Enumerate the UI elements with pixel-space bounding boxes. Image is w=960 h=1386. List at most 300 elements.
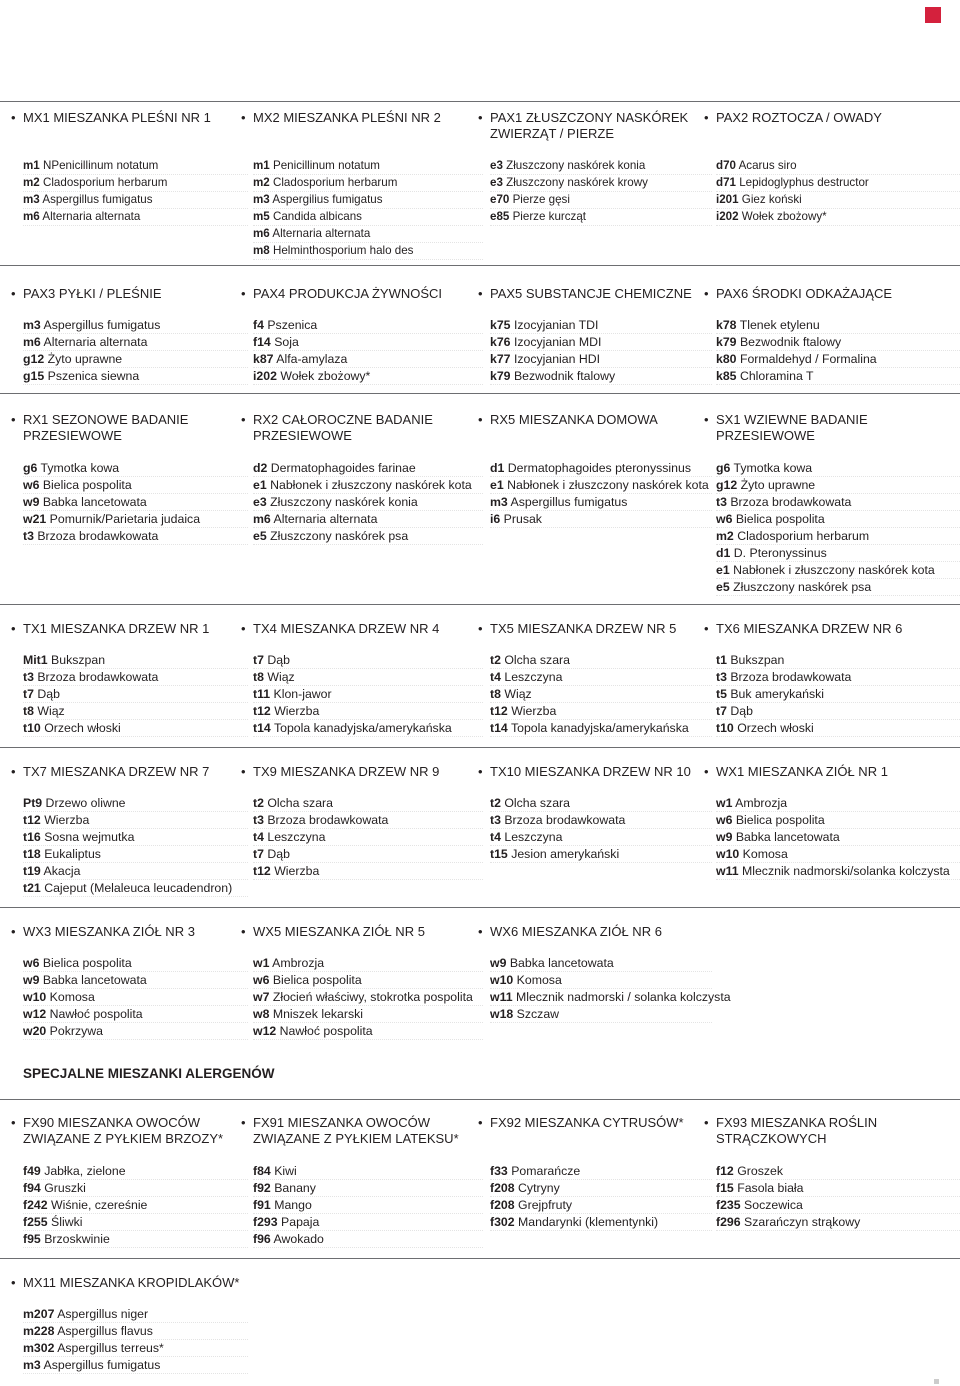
allergen-panel: [11, 621, 248, 735]
allergen-panel: [11, 924, 248, 1038]
allergen-code: m228: [23, 1324, 55, 1338]
allergen-code: e3: [490, 176, 503, 189]
allergen-panel: [11, 286, 248, 383]
panel-title: PAX6 ŚRODKI ODKAŻAJĄCE: [716, 286, 893, 301]
allergen-code: w1: [253, 956, 270, 970]
allergen-item: [253, 1214, 483, 1231]
allergen-code: m6: [23, 210, 40, 223]
allergen-name: Dąb: [33, 687, 60, 701]
panel-header: [478, 764, 712, 780]
panel-title: TX7 MIESZANKA DRZEW NR 7: [23, 764, 210, 779]
allergen-code: w12: [253, 1024, 277, 1038]
allergen-panel: [11, 764, 248, 895]
allergen-code: t10: [716, 721, 734, 735]
panel-header: [704, 764, 960, 780]
allergen-name: Alternaria alternata: [269, 227, 371, 240]
allergen-item: [253, 1006, 483, 1023]
allergen-name: Olcha szara: [500, 796, 570, 810]
allergen-item: [716, 1180, 960, 1197]
allergen-item: [490, 209, 712, 226]
allergen-item: [23, 1180, 248, 1197]
allergen-item: [716, 545, 960, 562]
allergen-code: w6: [23, 956, 40, 970]
allergen-name: Acarus siro: [735, 159, 797, 172]
allergen-item: [490, 846, 712, 863]
allergen-code: f242: [23, 1198, 48, 1212]
allergen-code: t3: [253, 813, 264, 827]
allergen-name: Brzoza brodawkowata: [500, 813, 626, 827]
allergen-panel: [478, 764, 712, 861]
allergen-code: d2: [253, 461, 268, 475]
bullet-icon: •: [241, 110, 246, 125]
allergen-name: Leszczyna: [500, 830, 563, 844]
allergen-name: Mango: [270, 1198, 312, 1212]
panel-header: [11, 110, 248, 126]
allergen-code: t3: [23, 670, 34, 684]
allergen-name: Formaldehyd / Formalina: [736, 352, 877, 366]
allergen-name: Jabłka, zielone: [40, 1164, 126, 1178]
allergen-code: m2: [253, 176, 270, 189]
panel-title: TX6 MIESZANKA DRZEW NR 6: [716, 621, 903, 636]
allergen-name: Tlenek etylenu: [736, 318, 820, 332]
allergen-code: k76: [490, 335, 511, 349]
allergen-code: g12: [23, 352, 45, 366]
bullet-icon: •: [11, 1115, 16, 1130]
allergen-item: [23, 989, 248, 1006]
allergen-item: [716, 494, 960, 511]
allergen-panel: [704, 286, 960, 383]
allergen-name: Szczaw: [513, 1007, 560, 1021]
allergen-panel: [704, 621, 960, 735]
panel-title: PAX5 SUBSTANCJE CHEMICZNE: [490, 286, 692, 301]
allergen-code: Mit1: [23, 653, 48, 667]
allergen-code: d70: [716, 159, 736, 172]
allergen-code: t4: [490, 670, 501, 684]
allergen-code: w8: [253, 1007, 270, 1021]
allergen-name: Bielica pospolita: [732, 512, 825, 526]
allergen-item: [23, 1197, 248, 1214]
allergen-name: Aspergillus niger: [54, 1307, 149, 1321]
allergen-code: m3: [23, 193, 40, 206]
allergen-item: [253, 368, 483, 385]
section-rule: [0, 393, 960, 394]
allergen-name: Topola kanadyjska/amerykańska: [507, 721, 689, 735]
allergen-code: f255: [23, 1215, 48, 1229]
allergen-item: [716, 528, 960, 545]
allergen-name: D. Pteronyssinus: [730, 546, 827, 560]
allergen-name: Dermatophagoides pteronyssinus: [504, 461, 691, 475]
allergen-item: [716, 846, 960, 863]
allergen-item: [716, 317, 960, 334]
allergen-list: [23, 1163, 248, 1248]
allergen-panel: [478, 412, 712, 526]
allergen-item: [253, 226, 483, 243]
allergen-code: t8: [23, 704, 34, 718]
section-rule: [0, 101, 960, 102]
allergen-item: [23, 795, 248, 812]
allergen-name: Awokado: [270, 1232, 324, 1246]
allergen-item: [23, 511, 248, 528]
allergen-code: m8: [253, 244, 270, 257]
allergen-item: [490, 317, 712, 334]
allergen-name: Alternaria alternata: [270, 512, 378, 526]
allergen-name: Złocień właściwy, stokrotka pospolita: [269, 990, 473, 1004]
allergen-code: e5: [253, 529, 267, 543]
allergen-name: Komosa: [46, 990, 95, 1004]
panel-title: FX91 MIESZANKA OWOCÓW ZWIĄZANE Z PYŁKIEM LATEKSU*: [253, 1115, 459, 1146]
panel-title: WX6 MIESZANKA ZIÓŁ NR 6: [490, 924, 662, 939]
allergen-item: [253, 192, 483, 209]
allergen-code: g12: [716, 478, 738, 492]
panel-header: [478, 1115, 712, 1131]
allergen-name: Nabłonek i złuszczony naskórek kota: [503, 478, 709, 492]
allergen-code: w1: [716, 796, 733, 810]
bullet-icon: •: [241, 412, 246, 427]
allergen-item: [490, 334, 712, 351]
allergen-name: Cladosporium herbarum: [39, 176, 168, 189]
allergen-code: g6: [23, 461, 38, 475]
allergen-panel: [11, 1115, 248, 1246]
allergen-code: w21: [23, 512, 47, 526]
allergen-item: [23, 1231, 248, 1248]
allergen-item: [716, 192, 960, 209]
allergen-code: m3: [23, 318, 41, 332]
allergen-code: f91: [253, 1198, 271, 1212]
bullet-icon: •: [241, 1115, 246, 1130]
allergen-item: [253, 477, 483, 494]
allergen-name: Wiąz: [263, 670, 295, 684]
allergen-code: i201: [716, 193, 739, 206]
allergen-item: [490, 955, 712, 972]
allergen-list: [23, 955, 248, 1040]
allergen-name: Bielica pospolita: [39, 956, 132, 970]
allergen-code: w11: [716, 864, 739, 878]
allergen-name: Bukszpan: [726, 653, 785, 667]
allergen-name: Chloramina T: [736, 369, 814, 383]
panel-title: PAX1 ZŁUSZCZONY NASKÓREK ZWIERZĄT / PIERZE: [490, 110, 689, 141]
allergen-list: [490, 795, 712, 863]
allergen-name: Leszczyna: [500, 670, 563, 684]
allergen-item: [490, 192, 712, 209]
allergen-item: [253, 494, 483, 511]
allergen-item: [490, 720, 712, 737]
allergen-name: Eukaliptus: [40, 847, 101, 861]
allergen-name: Pomurnik/Parietaria judaica: [46, 512, 201, 526]
allergen-code: k87: [253, 352, 274, 366]
allergen-name: Alternaria alternata: [40, 335, 148, 349]
allergen-name: Brzoza brodawkowata: [33, 529, 159, 543]
allergen-code: w9: [716, 830, 733, 844]
allergen-panel: [704, 1115, 960, 1229]
allergen-name: Buk amerykański: [726, 687, 824, 701]
allergen-name: Papaja: [277, 1215, 320, 1229]
allergen-panel: [478, 924, 731, 1021]
panel-header: [241, 924, 483, 940]
allergen-item: [23, 669, 248, 686]
allergen-code: f208: [490, 1181, 515, 1195]
allergen-item: [23, 351, 248, 368]
allergen-name: Akacja: [40, 864, 81, 878]
allergen-name: Sosna wejmutka: [40, 830, 135, 844]
allergen-list: [716, 795, 960, 880]
allergen-item: [253, 989, 483, 1006]
bullet-icon: •: [704, 764, 709, 779]
allergen-code: t12: [253, 704, 271, 718]
allergen-name: Candida albicans: [269, 210, 362, 223]
allergen-item: [23, 863, 248, 880]
allergen-code: t2: [490, 653, 501, 667]
allergen-code: k80: [716, 352, 737, 366]
allergen-code: f293: [253, 1215, 278, 1229]
allergen-code: k75: [490, 318, 511, 332]
allergen-list: [23, 460, 248, 545]
allergen-list: [490, 460, 712, 528]
allergen-item: [23, 1357, 248, 1374]
allergen-list: [716, 1163, 960, 1231]
bullet-icon: •: [11, 110, 16, 125]
bullet-icon: •: [241, 621, 246, 636]
bullet-icon: •: [478, 924, 483, 939]
allergen-panel: [241, 1115, 483, 1246]
bullet-icon: •: [704, 286, 709, 301]
panel-header: [241, 286, 483, 302]
allergen-code: t14: [490, 721, 508, 735]
allergen-name: Bielica pospolita: [39, 478, 132, 492]
allergen-name: Klon-jawor: [270, 687, 332, 701]
allergen-code: t3: [716, 495, 727, 509]
allergen-code: g15: [23, 369, 45, 383]
allergen-code: t3: [23, 529, 34, 543]
allergen-code: w9: [23, 495, 40, 509]
panel-header: [478, 110, 712, 142]
allergen-name: Bielica pospolita: [269, 973, 362, 987]
allergen-list: [23, 1306, 248, 1374]
bullet-icon: •: [704, 412, 709, 427]
allergen-name: Dąb: [263, 653, 290, 667]
panel-title: FX92 MIESZANKA CYTRUSÓW*: [490, 1115, 684, 1130]
allergen-item: [253, 652, 483, 669]
allergen-item: [490, 795, 712, 812]
allergen-code: t14: [253, 721, 271, 735]
allergen-item: [23, 494, 248, 511]
allergen-name: Brzoskwinie: [40, 1232, 110, 1246]
allergen-code: w9: [490, 956, 507, 970]
allergen-name: Mniszek lekarski: [269, 1007, 364, 1021]
allergen-code: t19: [23, 864, 41, 878]
panel-title: RX5 MIESZANKA DOMOWA: [490, 412, 658, 427]
allergen-item: [253, 720, 483, 737]
allergen-list: [716, 158, 960, 226]
allergen-item: [23, 812, 248, 829]
allergen-name: Wiąz: [500, 687, 532, 701]
allergen-code: Pt9: [23, 796, 43, 810]
panel-header: [478, 621, 712, 637]
allergen-item: [253, 812, 483, 829]
allergen-list: [23, 158, 248, 226]
allergen-name: Olcha szara: [500, 653, 570, 667]
allergen-code: k77: [490, 352, 511, 366]
allergen-code: m3: [253, 193, 270, 206]
allergen-item: [253, 846, 483, 863]
allergen-item: [490, 477, 712, 494]
allergen-item: [490, 351, 712, 368]
allergen-name: Aspergillus terreus*: [54, 1341, 164, 1355]
bullet-icon: •: [478, 412, 483, 427]
allergen-name: NPenicillinum notatum: [39, 159, 159, 172]
section-rule: [0, 747, 960, 748]
bullet-icon: •: [478, 286, 483, 301]
allergen-code: f33: [490, 1164, 508, 1178]
allergen-name: Komosa: [513, 973, 562, 987]
allergen-code: m207: [23, 1307, 55, 1321]
allergen-list: [490, 955, 731, 1023]
panel-header: [704, 110, 960, 126]
allergen-code: t4: [490, 830, 501, 844]
allergen-item: [716, 1163, 960, 1180]
allergen-item: [23, 158, 248, 175]
allergen-code: w12: [23, 1007, 47, 1021]
allergen-item: [23, 846, 248, 863]
allergen-panel: [478, 110, 712, 223]
panel-title: RX1 SEZONOWE BADANIE PRZESIEWOWE: [23, 412, 189, 443]
allergen-name: Dąb: [726, 704, 753, 718]
allergen-code: t21: [23, 881, 41, 895]
allergen-item: [253, 1231, 483, 1248]
bullet-icon: •: [11, 412, 16, 427]
allergen-code: d1: [490, 461, 505, 475]
allergen-item: [23, 477, 248, 494]
allergen-item: [490, 812, 712, 829]
panel-title: WX1 MIESZANKA ZIÓŁ NR 1: [716, 764, 888, 779]
panel-title: PAX3 PYŁKI / PLEŚNIE: [23, 286, 162, 301]
allergen-code: f95: [23, 1232, 41, 1246]
allergen-name: Babka lancetowata: [39, 973, 147, 987]
allergen-item: [490, 1197, 712, 1214]
panel-header: [704, 286, 960, 302]
allergen-name: Prusak: [500, 512, 542, 526]
allergen-code: t8: [253, 670, 264, 684]
panel-header: [478, 286, 712, 302]
allergen-item: [23, 829, 248, 846]
panel-header: [241, 412, 483, 444]
allergen-item: [253, 209, 483, 226]
allergen-item: [23, 1323, 248, 1340]
bullet-icon: •: [478, 764, 483, 779]
allergen-name: Soczewica: [740, 1198, 803, 1212]
allergen-panel: [241, 412, 483, 543]
panel-title: TX10 MIESZANKA DRZEW NR 10: [490, 764, 691, 779]
allergen-item: [253, 511, 483, 528]
allergen-item: [253, 1180, 483, 1197]
allergen-code: t12: [23, 813, 41, 827]
allergen-panel: [11, 412, 248, 543]
allergen-name: Pszenica: [263, 318, 318, 332]
allergen-name: Wiśnie, czereśnie: [47, 1198, 148, 1212]
allergen-name: Wierzba: [270, 704, 320, 718]
allergen-name: Giez koński: [738, 193, 802, 206]
allergen-list: [253, 158, 483, 260]
allergen-code: m6: [23, 335, 41, 349]
allergen-code: m2: [23, 176, 40, 189]
allergen-item: [490, 703, 712, 720]
allergen-code: f235: [716, 1198, 741, 1212]
allergen-code: w11: [490, 990, 513, 1004]
panel-title: MX2 MIESZANKA PLEŚNI NR 2: [253, 110, 441, 125]
allergen-panel: [704, 110, 960, 223]
allergen-name: Nawłoć pospolita: [276, 1024, 373, 1038]
allergen-name: Alternaria alternata: [39, 210, 141, 223]
allergen-name: Topola kanadyjska/amerykańska: [270, 721, 452, 735]
allergen-name: Cajeput (Melaleuca leucadendron): [40, 881, 233, 895]
allergen-item: [23, 652, 248, 669]
allergen-item: [490, 1163, 712, 1180]
allergen-code: e70: [490, 193, 510, 206]
allergen-item: [23, 1006, 248, 1023]
corner-accent-mark: [925, 7, 941, 23]
bullet-icon: •: [11, 1275, 16, 1290]
panel-header: [241, 621, 483, 637]
allergen-item: [490, 989, 731, 1006]
panel-header: [11, 412, 248, 444]
allergen-code: t15: [490, 847, 508, 861]
section-rule: [0, 1099, 960, 1100]
panel-title: MX1 MIESZANKA PLEŚNI NR 1: [23, 110, 211, 125]
allergen-code: t3: [716, 670, 727, 684]
allergen-item: [23, 1163, 248, 1180]
allergen-name: Wierzba: [270, 864, 320, 878]
panel-title: RX2 CAŁOROCZNE BADANIE PRZESIEWOWE: [253, 412, 433, 443]
allergen-item: [716, 1197, 960, 1214]
panel-header: [704, 412, 960, 444]
allergen-code: t11: [253, 687, 271, 701]
allergen-code: f208: [490, 1198, 515, 1212]
allergen-item: [23, 1214, 248, 1231]
bullet-icon: •: [704, 110, 709, 125]
allergen-item: [490, 158, 712, 175]
allergen-code: w6: [716, 512, 733, 526]
allergen-item: [253, 158, 483, 175]
allergen-code: m3: [490, 495, 508, 509]
allergen-item: [716, 652, 960, 669]
allergen-item: [23, 955, 248, 972]
allergen-name: Aspergillus flavus: [54, 1324, 153, 1338]
panel-header: [478, 924, 712, 940]
allergen-item: [23, 720, 248, 737]
panel-title: PAX4 PRODUKCJA ŻYWNOŚCI: [253, 286, 443, 301]
panel-header: [11, 1275, 248, 1291]
allergen-name: Bukszpan: [47, 653, 106, 667]
allergen-panel: [11, 110, 248, 223]
allergen-name: Orzech włoski: [733, 721, 814, 735]
allergen-list: [23, 652, 248, 737]
allergen-name: Drzewo oliwne: [42, 796, 126, 810]
allergen-list: [253, 795, 483, 880]
bullet-icon: •: [478, 621, 483, 636]
allergen-code: f49: [23, 1164, 41, 1178]
panel-title: TX4 MIESZANKA DRZEW NR 4: [253, 621, 440, 636]
allergen-name: Brzoza brodawkowata: [726, 670, 852, 684]
bullet-icon: •: [241, 924, 246, 939]
bullet-icon: •: [11, 286, 16, 301]
allergen-list: [490, 1163, 712, 1231]
allergen-list: [490, 652, 712, 737]
allergen-code: t16: [23, 830, 41, 844]
allergen-name: Ambrozja: [732, 796, 788, 810]
allergen-name: Złuszczony naskórek konia: [502, 159, 646, 172]
allergen-name: Lepidoglyphus destructor: [735, 176, 869, 189]
allergen-code: w6: [716, 813, 733, 827]
allergen-code: w7: [253, 990, 270, 1004]
